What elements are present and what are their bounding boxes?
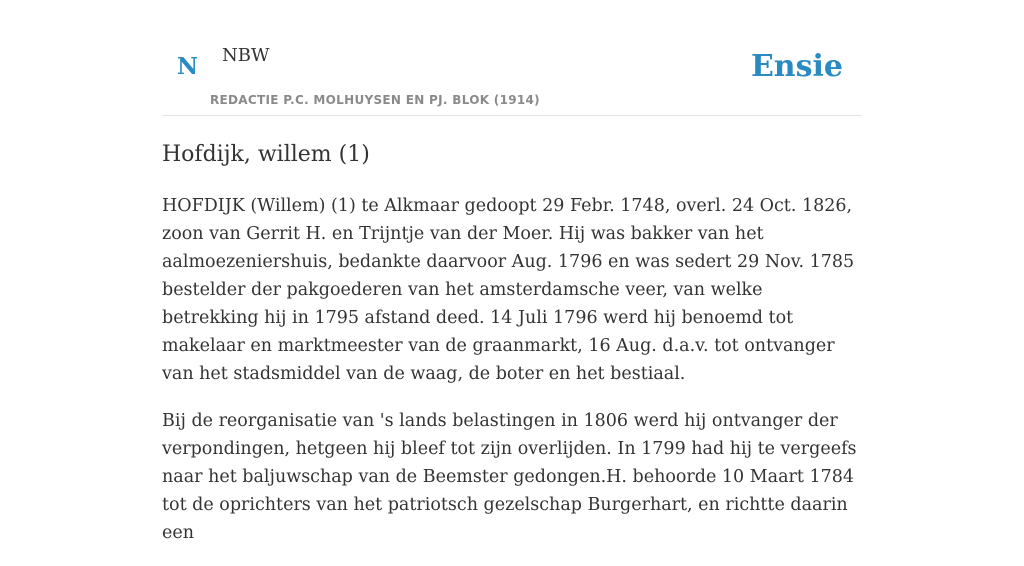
header — [162, 0, 862, 116]
article-title: Hofdijk, willem (1) — [162, 142, 370, 167]
source-subtitle: REDACTIE P.C. MOLHUYSEN EN PJ. BLOK (1914) — [210, 93, 540, 107]
article-body — [162, 192, 862, 566]
source-logo[interactable]: N — [177, 53, 199, 80]
source-title[interactable]: NBW — [222, 45, 270, 66]
paragraph: HOFDIJK (Willem) (1) te Alkmaar gedoopt 29 Febr. 1748, overl. 24 Oct. 1826, zoon van Gerrit H. en Trijntje van der Moer. Hij was bakker van het aalmoezeniershuis, bedankte daarvoor Aug. 1796 en was sedert 29 Nov. 1785 bestelder der pakgoederen van het amsterdamsche veer, van welke betrekking hij in 1795 afstand deed. 14 Juli 1796 werd hij benoemd tot makelaar en marktmeester van de graanmarkt, 16 Aug. d.a.v. tot ontvanger van het stadsmiddel van de waag, de boter en het bestiaal. — [162, 196, 855, 384]
paragraph: Bij de reorganisatie van 's lands belastingen in 1806 werd hij ontvanger der verpondingen, hetgeen hij bleef tot zijn overlijden. In 1799 had hij te vergeefs naar het baljuwschap van de Beemster gedongen.H. behoorde 10 Maart 1784 tot de oprichters van het patriotsch gezelschap Burgerhart, en richtte daarin een — [162, 411, 857, 543]
brand-logo[interactable]: Ensie — [750, 49, 843, 84]
